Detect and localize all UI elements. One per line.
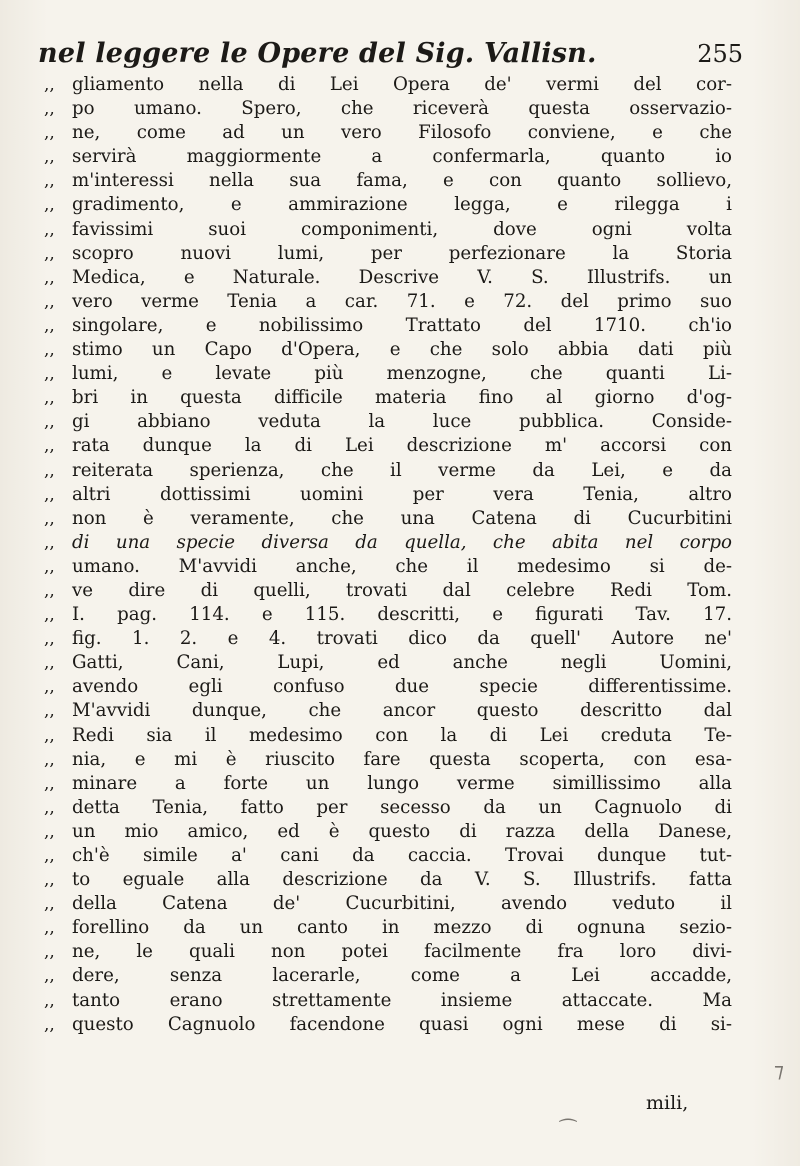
text-line (44, 772, 734, 796)
quotation-mark: ,, (44, 388, 55, 409)
quotation-mark: ,, (44, 195, 55, 216)
line-text: lumi, e levate più menzogne, che quanti Li- (72, 363, 732, 385)
line-text: della Catena de' Cucurbitini, avendo veduto il (72, 893, 732, 915)
line-text: non è veramente, che una Catena di Cucurbitini (72, 507, 732, 529)
line-text: di una specie diversa da quella, che abita nel corpo (72, 531, 732, 553)
quotation-mark: ,, (44, 677, 55, 698)
text-line (44, 892, 734, 916)
text-line (44, 386, 734, 410)
line-text: dere, senza lacerarle, come a Lei accadde, (72, 965, 732, 987)
text-line (44, 362, 734, 386)
text-line (44, 290, 734, 314)
quotation-mark: ,, (44, 340, 55, 361)
text-line (44, 940, 734, 964)
line-text: stimo un Capo d'Opera, e che solo abbia dati più (72, 339, 732, 361)
quotation-mark: ,, (44, 364, 55, 385)
line-text: scopro nuovi lumi, per perfezionare la Storia (72, 242, 732, 264)
line-text: forellino da un canto in mezzo di ognuna sezio- (72, 917, 732, 939)
line-text: servirà maggiormente a confermarla, quanto io (72, 146, 732, 168)
text-line (44, 820, 734, 844)
quotation-mark: ,, (44, 484, 55, 505)
line-text: m'interessi nella sua fama, e con quanto sollievo, (72, 170, 732, 192)
quotation-mark: ,, (44, 870, 55, 891)
text-line (44, 603, 734, 627)
quotation-mark: ,, (44, 147, 55, 168)
line-text: tanto erano strettamente insieme attaccate. Ma (72, 989, 732, 1011)
text-line (44, 675, 734, 699)
text-line (44, 964, 734, 988)
text-line (44, 410, 734, 434)
line-text: questo Cagnuolo facendone quasi ogni mese di si- (72, 1013, 732, 1035)
line-text: Gatti, Cani, Lupi, ed anche negli Uomini, (72, 652, 732, 674)
quotation-mark: ,, (44, 291, 55, 312)
ink-mark: ⁊ (774, 1058, 784, 1082)
line-text: ne, come ad un vero Filosofo conviene, e che (72, 122, 732, 144)
text-line (44, 169, 734, 193)
quotation-mark: ,, (44, 123, 55, 144)
line-text: bri in questa difficile materia fino al giorno d'og- (72, 387, 732, 409)
text-line (44, 724, 734, 748)
text-line (44, 916, 734, 940)
text-line (44, 579, 734, 603)
quotation-mark: ,, (44, 436, 55, 457)
page-number: 255 (697, 40, 743, 68)
line-text: Medica, e Naturale. Descrive V. S. Illustrifs. un (72, 266, 732, 288)
quotation-mark: ,, (44, 797, 55, 818)
text-line (44, 555, 734, 579)
text-line (44, 507, 734, 531)
line-text: ne, le quali non potei facilmente fra loro divi- (72, 941, 732, 963)
text-line (44, 266, 734, 290)
text-line (44, 338, 734, 362)
quotation-mark: ,, (44, 75, 55, 95)
quotation-mark: ,, (44, 532, 55, 553)
quotation-mark: ,, (44, 653, 55, 674)
body-text (44, 73, 734, 1037)
quotation-mark: ,, (44, 171, 55, 192)
text-line (44, 242, 734, 266)
quotation-mark: ,, (44, 460, 55, 481)
line-text: gliamento nella di Lei Opera de' vermi del cor- (72, 74, 732, 95)
quotation-mark: ,, (44, 412, 55, 433)
quotation-mark: ,, (44, 629, 55, 650)
line-text: rata dunque la di Lei descrizione m' accorsi con (72, 435, 732, 457)
quotation-mark: ,, (44, 556, 55, 577)
text-line (44, 145, 734, 169)
quotation-mark: ,, (44, 701, 55, 722)
line-text: umano. M'avvidi anche, che il medesimo si de- (72, 555, 732, 577)
text-line (44, 218, 734, 242)
line-text: M'avvidi dunque, che ancor questo descritto dal (72, 700, 732, 722)
line-text: fig. 1. 2. e 4. trovati dico da quell' Autore ne' (72, 628, 732, 650)
quotation-mark: ,, (44, 918, 55, 939)
quotation-mark: ,, (44, 894, 55, 915)
quotation-mark: ,, (44, 725, 55, 746)
text-line (44, 868, 734, 892)
line-text: to eguale alla descrizione da V. S. Illustrifs. fatta (72, 869, 732, 891)
quotation-mark: ,, (44, 508, 55, 529)
line-text: favissimi suoi componimenti, dove ogni volta (72, 218, 732, 240)
text-line (44, 193, 734, 217)
line-text: avendo egli confuso due specie differentissime. (72, 676, 732, 698)
text-line (44, 434, 734, 458)
line-text: vero verme Tenia a car. 71. e 72. del primo suo (72, 290, 732, 312)
line-text: Redi sia il medesimo con la di Lei creduta Te- (72, 724, 732, 746)
line-text: singolare, e nobilissimo Trattato del 1710. ch'io (72, 314, 732, 336)
quotation-mark: ,, (44, 243, 55, 264)
line-text: ve dire di quelli, trovati dal celebre Redi Tom. (72, 579, 732, 601)
quotation-mark: ,, (44, 219, 55, 240)
text-line (44, 748, 734, 772)
text-line (44, 97, 734, 121)
quotation-mark: ,, (44, 1014, 55, 1035)
quotation-mark: ,, (44, 821, 55, 842)
line-text: reiterata sperienza, che il verme da Lei, e da (72, 459, 732, 481)
text-line (44, 989, 734, 1013)
line-text: gradimento, e ammirazione legga, e rilegga i (72, 194, 732, 216)
line-text: nia, e mi è riuscito fare questa scoperta, con esa- (72, 748, 732, 770)
quotation-mark: ,, (44, 605, 55, 626)
running-head: nel leggere le Opere del Sig. Vallisn. (38, 38, 597, 69)
text-line (44, 699, 734, 723)
line-text: un mio amico, ed è questo di razza della Danese, (72, 820, 732, 842)
text-line (44, 651, 734, 675)
quotation-mark: ,, (44, 99, 55, 120)
catchword: mili, (646, 1092, 689, 1114)
text-line (44, 314, 734, 338)
text-line (44, 796, 734, 820)
quotation-mark: ,, (44, 990, 55, 1011)
quotation-mark: ,, (44, 942, 55, 963)
quotation-mark: ,, (44, 749, 55, 770)
quotation-mark: ,, (44, 966, 55, 987)
line-text: minare a forte un lungo verme simillissimo alla (72, 772, 732, 794)
quotation-mark: ,, (44, 315, 55, 336)
line-text: po umano. Spero, che riceverà questa osservazio- (72, 98, 732, 120)
text-line (44, 531, 734, 555)
page-header (38, 38, 743, 72)
line-text: altri dottissimi uomini per vera Tenia, altro (72, 483, 732, 505)
quotation-mark: ,, (44, 580, 55, 601)
text-line (44, 844, 734, 868)
text-line (44, 1013, 734, 1037)
text-line (44, 483, 734, 507)
line-text: gi abbiano veduta la luce pubblica. Conside- (72, 411, 732, 433)
ink-mark: ⁀ (560, 1118, 577, 1142)
line-text: detta Tenia, fatto per secesso da un Cagnuolo di (72, 796, 732, 818)
quotation-mark: ,, (44, 267, 55, 288)
line-text: ch'è simile a' cani da caccia. Trovai dunque tut- (72, 845, 732, 866)
text-line (44, 459, 734, 483)
text-line (44, 121, 734, 145)
text-line (44, 627, 734, 651)
quotation-mark: ,, (44, 846, 55, 866)
line-text: I. pag. 114. e 115. descritti, e figurati Tav. 17. (72, 604, 732, 626)
text-line (44, 73, 734, 97)
quotation-mark: ,, (44, 773, 55, 794)
